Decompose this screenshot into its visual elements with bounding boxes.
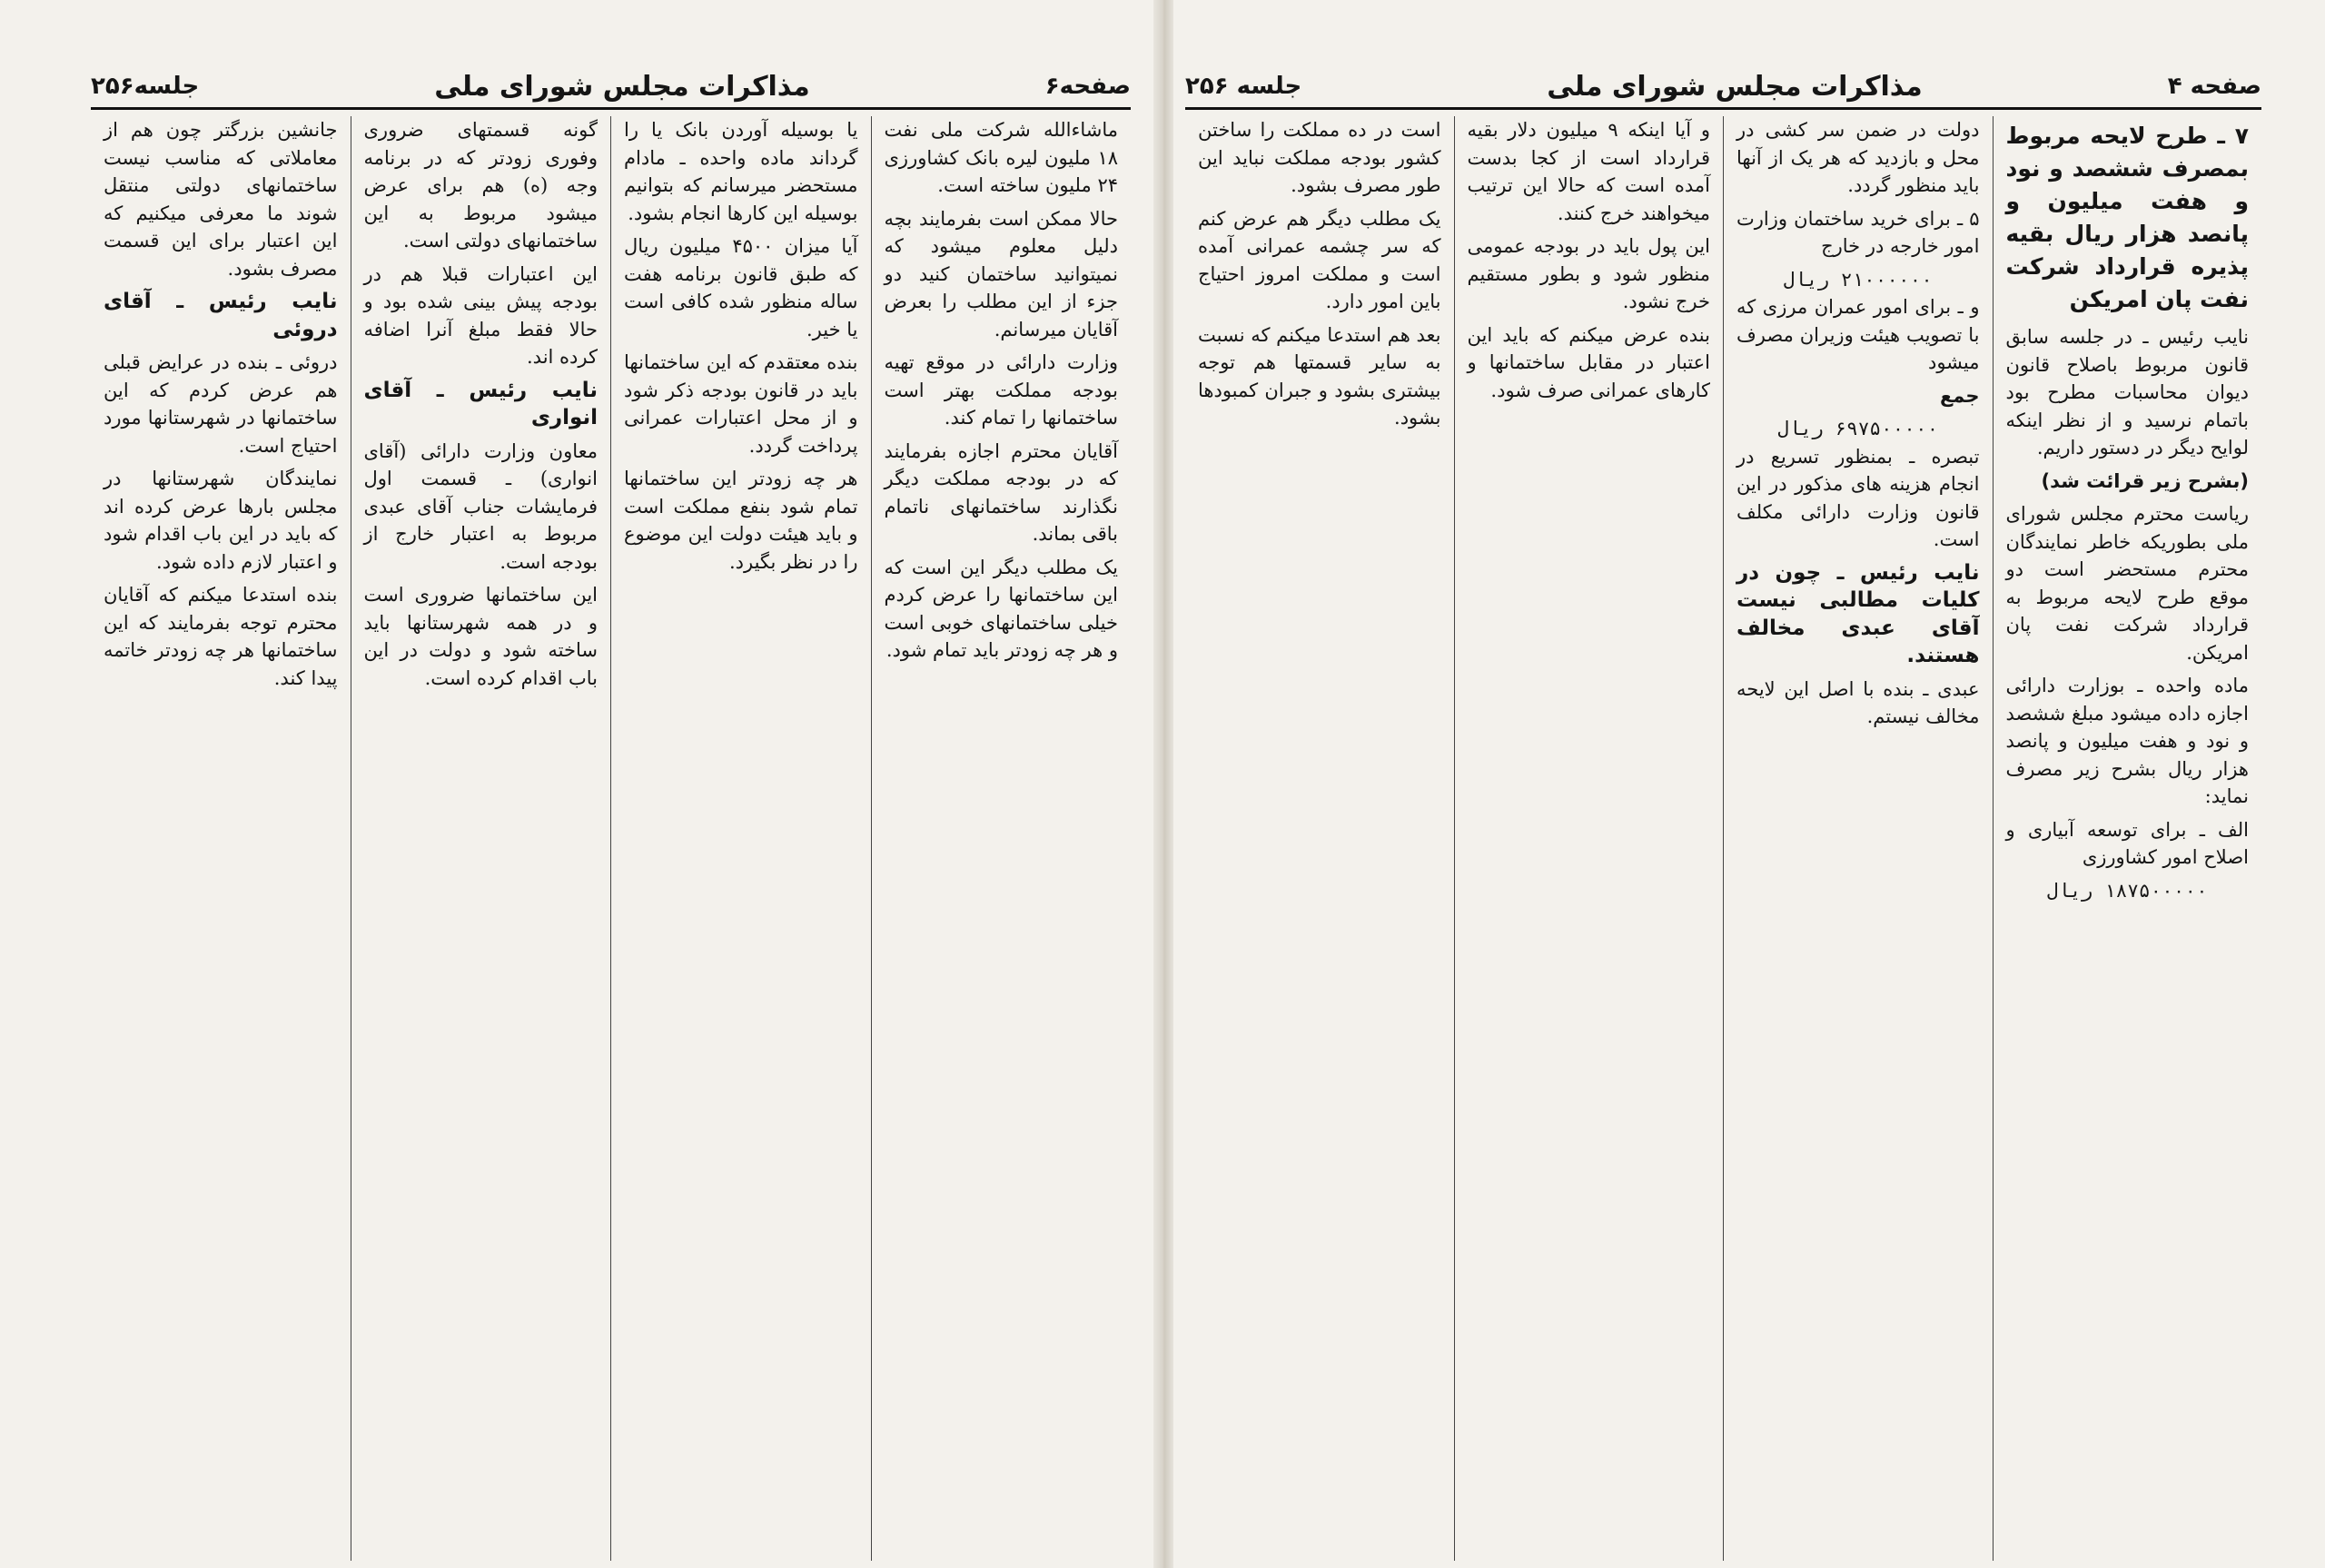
paragraph: دروئی ـ بنده در عرایض قبلی هم عرض کردم که این ساختمانها در شهرستانها مورد احتیاج است. [104, 351, 338, 457]
left-page-title: مذاکرات مجلس شورای ملی [434, 70, 810, 103]
paragraph: الف ـ برای توسعه آبیاری و اصلاح امور کشاورزی [2005, 818, 2249, 868]
paragraph: نایب رئیس ـ در جلسه سابق قانون مربوط باصلاح قانون دیوان محاسبات مطرح بود باتمام نرسید و از نظر اینکه لوایح دیگر در دستور داریم. [2005, 326, 2249, 459]
right-page [1167, 0, 2325, 1568]
left-page [0, 0, 1158, 1568]
amount-line: ۲۱۰۰۰۰۰۰ ریال [1783, 268, 1933, 291]
paragraph: این پول باید در بودجه عمومی منظور شود و بطور مستقیم خرج نشود. [1467, 235, 1710, 312]
left-column-3 [351, 116, 611, 1561]
paragraph: یا بوسیله آوردن بانک یا را گرداند ماده واحده ـ مادام مستحضر میرسانم که بتوانیم بوسیله این کارها انجام بشود. [624, 119, 858, 224]
amount-line: ۱۸۷۵۰۰۰۰۰ ریال [2046, 879, 2208, 902]
paragraph: و ـ برای امور عمران مرزی که با تصویب هیئت وزیران مصرف میشود [1736, 296, 1980, 373]
paragraph: نمایندگان شهرستانها در مجلس بارها عرض کرده اند که باید در این باب اقدام شود و اعتبار لازم داده شود. [104, 468, 338, 573]
speaker-heading: نایب رئیس ـ چون در کلیات مطالبی نیست آقای عبدی مخالف هستند. [1736, 560, 1980, 667]
paragraph: ماده واحده ـ بوزارت دارائی اجازه داده میشود مبلغ ششصد و نود و هفت میلیون و پانصد هزار ریال بشرح زیر مصرف نماید: [2005, 675, 2249, 807]
left-column-2 [610, 116, 871, 1561]
right-column-3 [1454, 116, 1724, 1561]
paragraph: یک مطلب دیگر هم عرض کنم که سر چشمه عمرانی آمده است و مملکت امروز احتیاج باین امور دارد. [1198, 207, 1441, 312]
paragraph: بنده معتقدم که این ساختمانها باید در قانون بودجه ذکر شود و از محل اعتبارات عمرانی پرداخت گردد. [624, 351, 858, 457]
right-page-session: جلسه ۲۵۶ [1185, 73, 1302, 100]
total-label: جمع [1939, 384, 1980, 407]
paragraph: عبدی ـ بنده با اصل این لایحه مخالف نیستم. [1736, 677, 1980, 727]
right-column-2 [1723, 116, 1993, 1561]
section-title: ۷ ـ طرح لایحه مربوط بمصرف ششصد و نود و هفت میلیون و پانصد هزار ریال بقیه پذیره قرارداد شرکت نفت پان امریکن [2005, 123, 2249, 312]
paragraph: بنده عرض میکنم که باید این اعتبار در مقابل ساختمانها و کارهای عمرانی صرف شود. [1467, 323, 1710, 401]
paragraph: است در ده مملکت را ساختن کشور بودجه مملکت نباید این طور مصرف بشود. [1198, 119, 1441, 196]
paragraph: بنده استدعا میکنم که آقایان محترم توجه بفرمایند که این ساختمانها هر چه زودتر خاتمه پیدا کند. [104, 584, 338, 689]
speaker-heading: نایب رئیس ـ آقای دروئی [104, 290, 338, 341]
left-column-1 [871, 116, 1132, 1561]
right-page-title: مذاکرات مجلس شورای ملی [1547, 70, 1923, 103]
paragraph: وزارت دارائی در موقع تهیه بودجه مملکت بهتر است ساختمانها را تمام کند. [884, 351, 1118, 429]
left-page-columns [91, 116, 1131, 1561]
right-page-header [1185, 65, 2261, 110]
paragraph: بعد هم استدعا میکنم که نسبت به سایر قسمتها هم توجه بیشتری بشود و جبران کمبودها بشود. [1198, 323, 1441, 429]
paragraph: این اعتبارات قبلا هم در بودجه پیش بینی شده بود و حالا فقط مبلغ آنرا اضافه کرده اند. [363, 262, 598, 368]
paragraph: آیا میزان ۴۵۰۰ میلیون ریال که طبق قانون برنامه هفت ساله منظور شده کافی است یا خیر. [624, 235, 858, 340]
paragraph: ریاست محترم مجلس شورای ملی بطوریکه خاطر نمایندگان محترم مستحضر است دو موقع طرح لایحه مربوط به قرارداد شرکت نفت پان امریکن. [2005, 503, 2249, 664]
paragraph: دولت در ضمن سر کشی در محل و بازدید که هر یک از آنها باید منظور گردد. [1736, 119, 1980, 196]
right-column-1 [1993, 116, 2262, 1561]
right-page-number: صفحه ۴ [2167, 73, 2261, 100]
right-column-4 [1185, 116, 1454, 1561]
right-page-columns [1185, 116, 2261, 1561]
left-page-header [91, 65, 1131, 110]
paragraph: معاون وزارت دارائی (آقای انواری) ـ قسمت اول فرمایشات جناب آقای عبدی مربوط به اعتبار خارج از بودجه است. [363, 439, 598, 573]
paragraph: ۵ ـ برای خرید ساختمان وزارت امور خارجه در خارج [1736, 207, 1980, 257]
speaker-heading: نایب رئیس ـ آقای انواری [363, 378, 598, 429]
paragraph: این ساختمانها ضروری است و در همه شهرستانها باید ساخته شود و دولت در این باب اقدام کرده است. [363, 584, 598, 689]
paragraph: ماشاءالله شرکت ملی نفت ۱۸ ملیون لیره بانک کشاورزی ۲۴ ملیون ساخته است. [884, 119, 1118, 196]
paragraph: گونه قسمتهای ضروری وفوری زودتر که در برنامه وجه (ه) هم برای عرض میشود مربوط به این ساختمانهای دولتی است. [363, 119, 598, 251]
left-column-4 [91, 116, 351, 1561]
paragraph: (بشرح زیر قرائت شد) [2041, 469, 2249, 492]
paragraph: یک مطلب دیگر این است که این ساختمانها را عرض کردم خیلی ساختمانهای خوبی است و هر چه زودتر باید تمام شود. [884, 556, 1118, 661]
left-page-number: صفحه۶ [1044, 73, 1131, 100]
total-amount: ۶۹۷۵۰۰۰۰۰ ریال [1777, 418, 1939, 439]
paragraph: تبصره ـ بمنظور تسریع در انجام هزینه های مذکور در این قانون وزارت دارائی مکلف است. [1736, 445, 1980, 550]
paragraph: هر چه زودتر این ساختمانها تمام شود بنفع مملکت است و باید هیئت دولت این موضوع را در نظر بگیرد. [624, 468, 858, 573]
left-page-session: جلسه۲۵۶ [91, 73, 200, 100]
paragraph: آقایان محترم اجازه بفرمایند که در بودجه مملکت دیگر نگذارند ساختمانهای ناتمام باقی بماند. [884, 439, 1118, 545]
paragraph: جانشین بزرگتر چون هم از معاملاتی که مناسب نیست ساختمانهای دولتی منتقل شوند ما معرفی میکنیم که این اعتبار برای این قسمت مصرف بشود. [104, 119, 338, 280]
paragraph: و آیا اینکه ۹ میلیون دلار بقیه قرارداد است از کجا بدست آمده است که حالا این ترتیب میخواهند خرج کنند. [1467, 119, 1710, 224]
paragraph: حالا ممکن است بفرمایند بچه دلیل معلوم میشود که نمیتوانید ساختمان کنید دو جزء از این مطلب را بعرض آقایان میرسانم. [884, 207, 1118, 340]
